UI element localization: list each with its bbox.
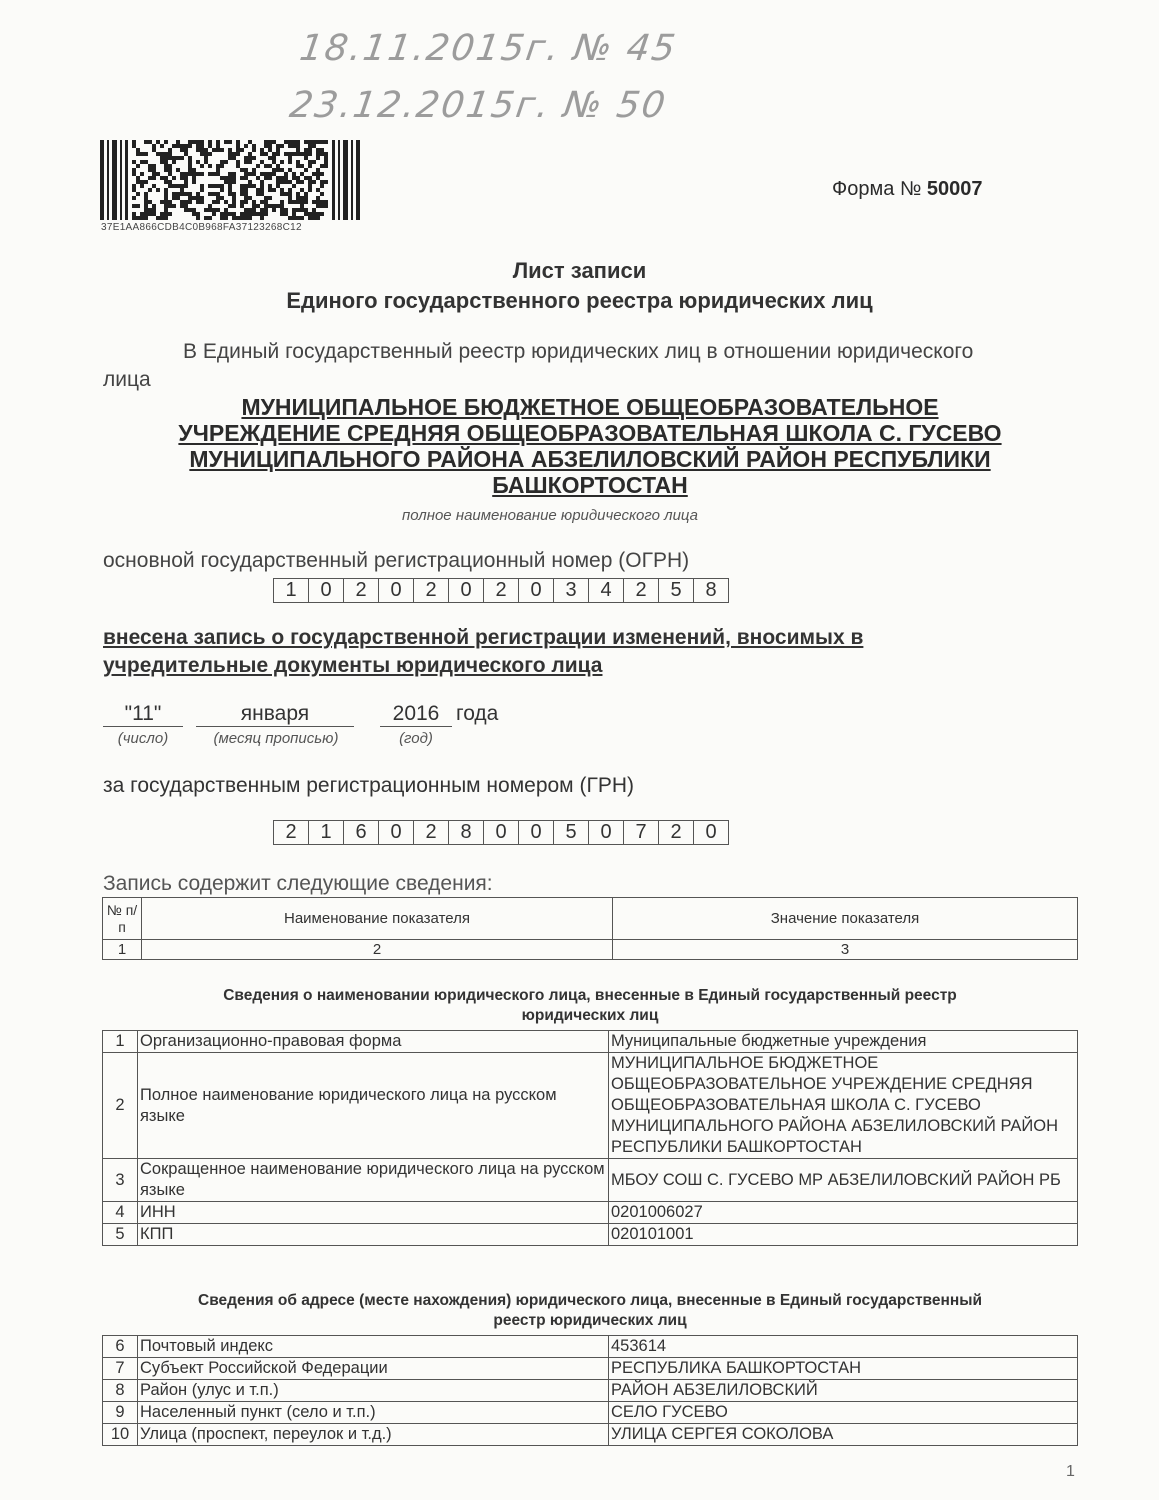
barcode-code: 37E1AA866CDB4C0B968FA37123268C12: [101, 222, 302, 233]
table-row: [103, 1358, 1078, 1380]
row-number: 3: [103, 1159, 138, 1202]
table-row: [103, 1224, 1078, 1246]
grn-digit: 5: [554, 821, 589, 844]
header-table: [102, 897, 1078, 960]
row-value: СЕЛО ГУСЕВО: [609, 1402, 1078, 1424]
grn-digit: 2: [659, 821, 694, 844]
table-row: [103, 1202, 1078, 1224]
grn-label: за государственным регистрационным номером (ГРН): [103, 774, 634, 797]
header-col-name: Наименование показателя: [142, 898, 613, 940]
row-value: 453614: [609, 1336, 1078, 1358]
row-name: Полное наименование юридического лица на русском языке: [138, 1053, 609, 1159]
document-title: Лист записи: [512, 258, 647, 283]
table-row: [103, 1424, 1078, 1446]
ogrn-digit-boxes: [273, 578, 729, 603]
date-month: января: [196, 702, 354, 727]
ogrn-digit: 0: [449, 579, 484, 602]
row-name: Район (улус и т.п.): [138, 1380, 609, 1402]
form-label: Форма №: [832, 178, 922, 200]
row-value: РЕСПУБЛИКА БАШКОРТОСТАН: [609, 1358, 1078, 1380]
grn-digit: 2: [414, 821, 449, 844]
row-name: Улица (проспект, переулок и т.д.): [138, 1424, 609, 1446]
ogrn-digit: 4: [589, 579, 624, 602]
ogrn-digit: 8: [705, 579, 717, 601]
table-row: [103, 1159, 1078, 1202]
row-value: РАЙОН АБЗЕЛИЛОВСКИЙ: [609, 1380, 1078, 1402]
row-value: УЛИЦА СЕРГЕЯ СОКОЛОВА: [609, 1424, 1078, 1446]
record-type-line-2: учредительные документы юридического лица: [103, 654, 603, 677]
grn-digit: 6: [344, 821, 379, 844]
grn-digit: 0: [519, 821, 554, 844]
ogrn-digit: 1: [274, 579, 309, 602]
header-index-1: 1: [103, 940, 142, 960]
record-type-line-1: внесена запись о государственной регистрации изменений, вносимых в: [103, 626, 864, 649]
org-name-line: МУНИЦИПАЛЬНОЕ БЮДЖЕТНОЕ ОБЩЕОБРАЗОВАТЕЛЬНОЕ: [241, 394, 939, 420]
table-row: [103, 1053, 1078, 1159]
ogrn-digit: 2: [624, 579, 659, 602]
org-name-line: МУНИЦИПАЛЬНОГО РАЙОНА АБЗЕЛИЛОВСКИЙ РАЙОН РЕСПУБЛИКИ: [189, 446, 991, 472]
section-2-table: [102, 1335, 1078, 1446]
ogrn-digit: 0: [309, 579, 344, 602]
grn-digit: 7: [624, 821, 659, 844]
section-1-title-line-2: юридических лиц: [521, 1007, 659, 1024]
row-number: 1: [103, 1031, 138, 1053]
table-row: [103, 1402, 1078, 1424]
row-number: 10: [103, 1424, 138, 1446]
grn-digit: 2: [274, 821, 309, 844]
date-year-suffix: года: [456, 702, 499, 725]
org-name-caption: полное наименование юридического лица: [401, 507, 699, 524]
header-col-value: Значение показателя: [613, 898, 1078, 940]
header-col-number: № п/п: [103, 898, 142, 940]
row-value: 020101001: [609, 1224, 1078, 1246]
section-1-table: [102, 1030, 1078, 1246]
organization-full-name: [90, 394, 1090, 498]
barcode-image: [100, 140, 360, 220]
handwritten-note-1: 18.11.2015г. № 45: [297, 28, 680, 69]
date-day: "11": [103, 702, 183, 727]
section-2-title-line-2: реестр юридических лиц: [493, 1312, 687, 1329]
row-name: Организационно-правовая форма: [138, 1031, 609, 1053]
row-value: Муниципальные бюджетные учреждения: [609, 1031, 1078, 1053]
row-number: 2: [103, 1053, 138, 1159]
row-name: КПП: [138, 1224, 609, 1246]
document-subtitle: Единого государственного реестра юридических лиц: [286, 288, 873, 313]
row-number: 6: [103, 1336, 138, 1358]
row-number: 8: [103, 1380, 138, 1402]
grn-digit: 1: [309, 821, 344, 844]
date-year: 2016: [380, 702, 452, 727]
org-name-line: УЧРЕЖДЕНИЕ СРЕДНЯЯ ОБЩЕОБРАЗОВАТЕЛЬНАЯ ШКОЛА С. ГУСЕВО: [178, 420, 1002, 446]
grn-digit: 0: [484, 821, 519, 844]
intro-line-1: В Единый государственный реестр юридических лиц в отношении юридического: [183, 340, 974, 363]
section-1-title-line-1: Сведения о наименовании юридического лица, внесенные в Единый государственный реестр: [223, 987, 957, 1004]
row-value: 0201006027: [609, 1202, 1078, 1224]
intro-line-2: лица: [103, 368, 151, 391]
table-row: [103, 1336, 1078, 1358]
section-2-title-line-1: Сведения об адресе (месте нахождения) юридического лица, внесенные в Единый государственный: [198, 1292, 982, 1309]
ogrn-digit: 0: [519, 579, 554, 602]
row-number: 4: [103, 1202, 138, 1224]
ogrn-label: основной государственный регистрационный номер (ОГРН): [103, 549, 690, 572]
ogrn-digit: 2: [414, 579, 449, 602]
row-value: МУНИЦИПАЛЬНОЕ БЮДЖЕТНОЕ ОБЩЕОБРАЗОВАТЕЛЬНОЕ УЧРЕЖДЕНИЕ СРЕДНЯЯ ОБЩЕОБРАЗОВАТЕЛЬНАЯ ШКОЛА С. ГУСЕВО МУНИЦИПАЛЬНОГО РАЙОНА АБЗЕЛИЛОВСКИЙ РАЙОН РЕСПУБЛИКИ БАШКОРТОСТАН: [609, 1053, 1078, 1159]
grn-digit: 8: [449, 821, 484, 844]
handwritten-note-2: 23.12.2015г. № 50: [287, 85, 670, 126]
row-value: МБОУ СОШ С. ГУСЕВО МР АБЗЕЛИЛОВСКИЙ РАЙОН РБ: [609, 1159, 1078, 1202]
ogrn-digit: 2: [344, 579, 379, 602]
ogrn-digit: 2: [484, 579, 519, 602]
row-name: ИНН: [138, 1202, 609, 1224]
page-number: 1: [1066, 1463, 1075, 1480]
header-index-3: 3: [613, 940, 1078, 960]
form-number: [832, 178, 983, 201]
ogrn-digit: 0: [379, 579, 414, 602]
row-name: Почтовый индекс: [138, 1336, 609, 1358]
row-number: 7: [103, 1358, 138, 1380]
date-day-caption: (число): [117, 730, 169, 747]
table-row: [103, 1380, 1078, 1402]
grn-digit: 0: [705, 821, 717, 843]
header-index-2: 2: [142, 940, 613, 960]
ogrn-digit: 3: [554, 579, 589, 602]
record-contains-label: Запись содержит следующие сведения:: [103, 872, 493, 895]
row-number: 9: [103, 1402, 138, 1424]
form-number-value: 50007: [926, 178, 983, 200]
date-month-caption: (месяц прописью): [213, 730, 339, 747]
row-name: Сокращенное наименование юридического лица на русском языке: [138, 1159, 609, 1202]
org-name-line: БАШКОРТОСТАН: [492, 472, 688, 498]
row-name: Населенный пункт (село и т.п.): [138, 1402, 609, 1424]
row-number: 5: [103, 1224, 138, 1246]
ogrn-digit: 5: [659, 579, 694, 602]
date-year-caption: (год): [399, 730, 433, 747]
grn-digit: 0: [589, 821, 624, 844]
grn-digit: 0: [379, 821, 414, 844]
row-name: Субъект Российской Федерации: [138, 1358, 609, 1380]
grn-digit-boxes: [273, 820, 729, 845]
table-row: [103, 1031, 1078, 1053]
